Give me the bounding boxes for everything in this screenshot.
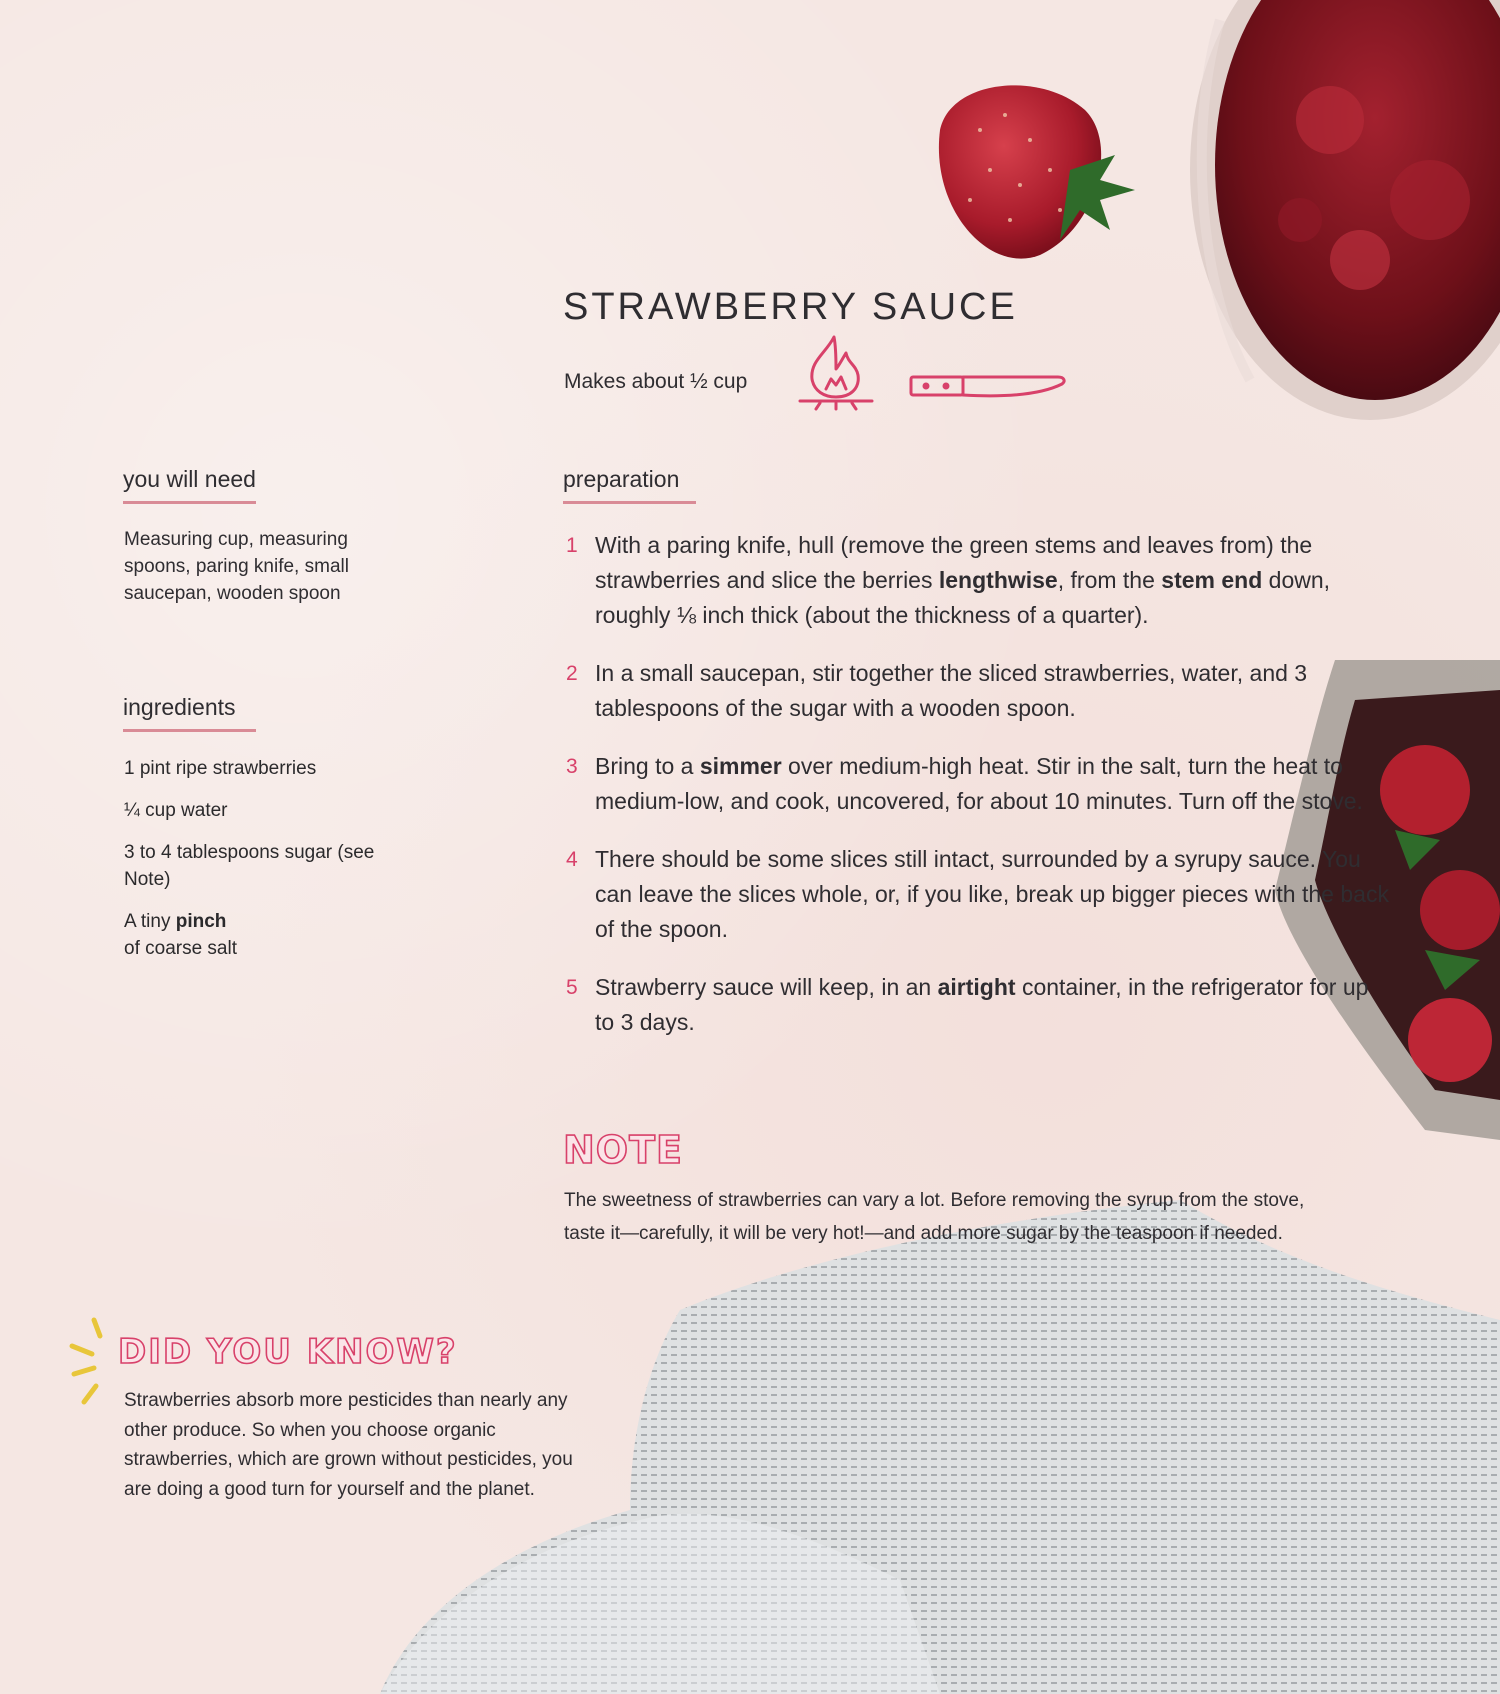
preparation-heading: preparation (563, 466, 696, 504)
step-text: Bring to a (595, 753, 700, 779)
ingredient-item: 3 to 4 tablespoons sugar (see Note) (124, 842, 375, 890)
stove-fire-icon (796, 333, 876, 411)
preparation-step (563, 656, 1393, 726)
did-you-know-text: Strawberries absorb more pesticides than nearly any other produce. So when you choose organic strawberries, which are grown without pesticides, you are doing a good turn for yourself and the planet. (124, 1390, 573, 1500)
paring-knife-icon (908, 371, 1068, 401)
preparation-steps (563, 528, 1393, 1063)
strawberry-photo (910, 70, 1160, 280)
highlight-rays-icon (68, 1316, 110, 1408)
note-heading: NOTE (563, 1128, 683, 1172)
ingredient-text: A tiny (124, 911, 176, 932)
preparation-step (563, 842, 1393, 947)
ingredient-item (124, 908, 394, 962)
step-number: 1 (566, 534, 578, 557)
recipe-title: STRAWBERRY SAUCE (563, 286, 1018, 328)
step-text: over medium-high heat. Stir in the salt, turn the heat to medium-low, and cook, uncovered, for about 10 minutes. Turn off the stove. (595, 753, 1363, 814)
ingredient-bold-text: pinch (175, 911, 227, 932)
recipe-yield: Makes about ½ cup (564, 370, 748, 393)
ingredient-text: of coarse salt (124, 938, 237, 959)
step-text: In a small saucepan, stir together the sliced strawberries, water, and 3 tablespoons of the sugar with a wooden spoon. (595, 660, 1308, 721)
step-bold-text: airtight (937, 974, 1016, 1000)
step-text: Strawberry sauce will keep, in an (595, 974, 938, 1000)
strawberry-jar-photo (1180, 0, 1500, 420)
step-number: 2 (566, 662, 578, 685)
ingredients-list (124, 755, 394, 977)
step-text: down, roughly ⅛ inch thick (about the thickness of a quarter). (595, 567, 1331, 628)
note-text: The sweetness of strawberries can vary a lot. Before removing the syrup from the stove, taste it—carefully, it will be very hot!—and add more sugar by the teaspoon if needed. (564, 1190, 1305, 1244)
step-text: With a paring knife, hull (remove the green stems and leaves from) the strawberries and slice the berries (595, 532, 1313, 593)
ingredient-item: 1 pint ripe strawberries (124, 758, 317, 779)
did-you-know-heading: DID YOU KNOW? (118, 1332, 458, 1372)
ingredients-heading: ingredients (123, 694, 256, 732)
ingredient-item: ¼ cup water (124, 800, 228, 821)
step-bold-text: stem end (1161, 567, 1263, 593)
step-number: 3 (566, 755, 578, 778)
step-text: container, in the refrigerator for up to 3 days. (595, 974, 1369, 1035)
you-will-need-heading: you will need (123, 466, 256, 504)
preparation-step (563, 528, 1393, 633)
step-text: There should be some slices still intact, surrounded by a syrupy sauce. You can leave the slices whole, or, if you like, break up bigger pieces with the back of the spoon. (595, 846, 1389, 942)
step-text: , from the (1057, 567, 1162, 593)
step-number: 4 (566, 848, 578, 871)
step-number: 5 (566, 976, 578, 999)
step-bold-text: simmer (699, 753, 782, 779)
preparation-step (563, 970, 1393, 1040)
step-bold-text: lengthwise (938, 567, 1058, 593)
equipment-list: Measuring cup, measuring spoons, paring knife, small saucepan, wooden spoon (124, 529, 349, 604)
preparation-step (563, 749, 1393, 819)
